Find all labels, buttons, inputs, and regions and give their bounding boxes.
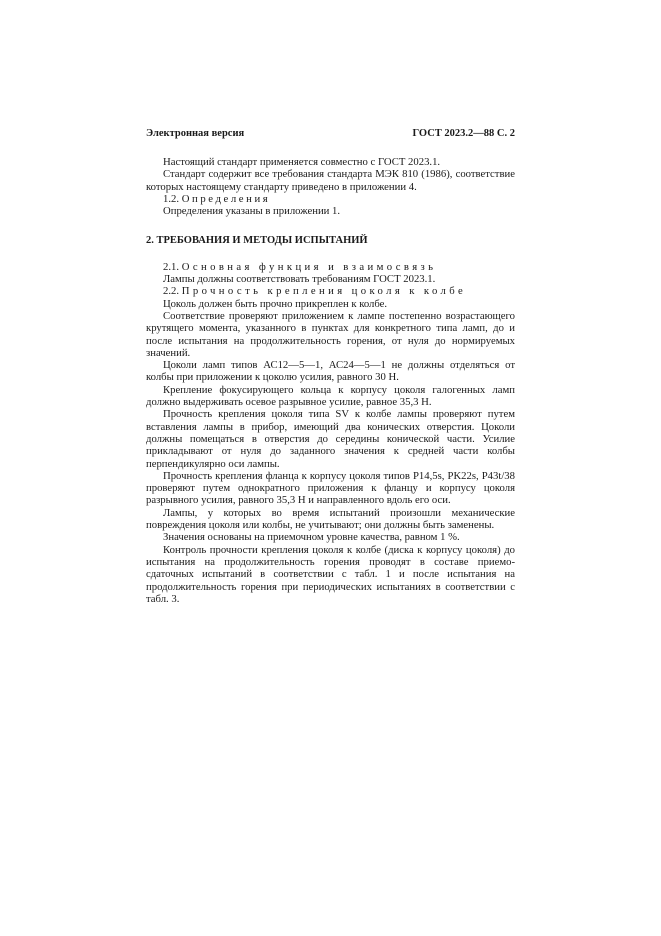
paragraph-focusing-ring: Крепление фокусирующего кольца к корпусу цоколя галогенных ламп должно выдерживать осевое разрывное усилие, равное 35,3 Н. xyxy=(146,383,515,409)
clause-number: 2.1. xyxy=(163,260,180,273)
paragraph-aql: Значения основаны на приемочном уровне качества, равном 1 %. xyxy=(163,531,460,544)
paragraph-requirements: Лампы должны соответствовать требованиям ГОСТ 2023.1. xyxy=(163,273,436,286)
paragraph-control: Контроль прочности крепления цоколя к колбе (диска к корпусу цоколя) до испытания на продолжительность горения проводят в составе приемо-сдаточных испытаний в соответствии с табл. 1 и после испытания на продолжительность горения при периодических испытаниях в соответствии с табл. 3. xyxy=(146,543,515,605)
paragraph-flange: Прочность крепления фланца к корпусу цоколя типов P14,5s, PK22s, P43t/38 проверяют путем однократного приложения к фланцу и корпусу цоколя разрывного усилия, равного 35,3 Н и направленного вдоль его оси. xyxy=(146,469,515,507)
clause-number: 2.2. xyxy=(163,285,180,298)
clause-title: Определения xyxy=(181,192,271,205)
header-edition-label: Электронная версия xyxy=(146,128,245,139)
header-standard-page: ГОСТ 2023.2—88 С. 2 xyxy=(412,128,515,139)
paragraph-sv-cap: Прочность крепления цоколя типа SV к колбе лампы проверяют путем вставления лампы в прибор, имеющий два конических отверстия. Цоколи должны помещаться в отверстия до середины конической части. Усилие прикладывают от нуля до заданного значения к средней части колбы перпендикулярно оси лампы. xyxy=(146,408,515,470)
clause-1-2-heading xyxy=(146,193,515,205)
clause-2-2-heading xyxy=(146,285,515,297)
clause-title: Прочность крепления цоколя к колбе xyxy=(181,285,467,298)
document-body xyxy=(146,156,515,605)
clause-title: Основная функция и взаимосвязь xyxy=(181,260,437,273)
paragraph-cap-attachment: Цоколь должен быть прочно прикреплен к колбе. xyxy=(163,297,388,310)
paragraph-torque-test: Соответствие проверяют приложением к лампе постепенно возрастающего крутящего момента, указанного в пунктах для конкретного типа ламп, до и после испытания на продолжительность горения, от нуля до нормируемых значений. xyxy=(146,309,515,359)
paragraph-iec-reference: Стандарт содержит все требования стандарта МЭК 810 (1986), соответствие которых настоящему стандарту приведено в приложении 4. xyxy=(146,168,515,193)
clause-number: 1.2. xyxy=(163,192,180,205)
running-header xyxy=(146,128,515,142)
section-2-title: 2. ТРЕБОВАНИЯ И МЕТОДЫ ИСПЫТАНИЙ xyxy=(146,235,368,247)
paragraph-ac-caps: Цоколи ламп типов АС12—5—1, АС24—5—1 не должны отделяться от колбы при приложении к цоколю усилия, равного 30 Н. xyxy=(146,359,515,384)
paragraph-scope: Настоящий стандарт применяется совместно с ГОСТ 2023.1. xyxy=(163,156,441,168)
paragraph-definitions: Определения указаны в приложении 1. xyxy=(163,205,341,218)
clause-2-1-heading xyxy=(146,261,515,273)
paragraph-damaged-lamps: Лампы, у которых во время испытаний произошли механические повреждения цоколя или колбы, не учитывают; они должны быть заменены. xyxy=(146,506,515,532)
